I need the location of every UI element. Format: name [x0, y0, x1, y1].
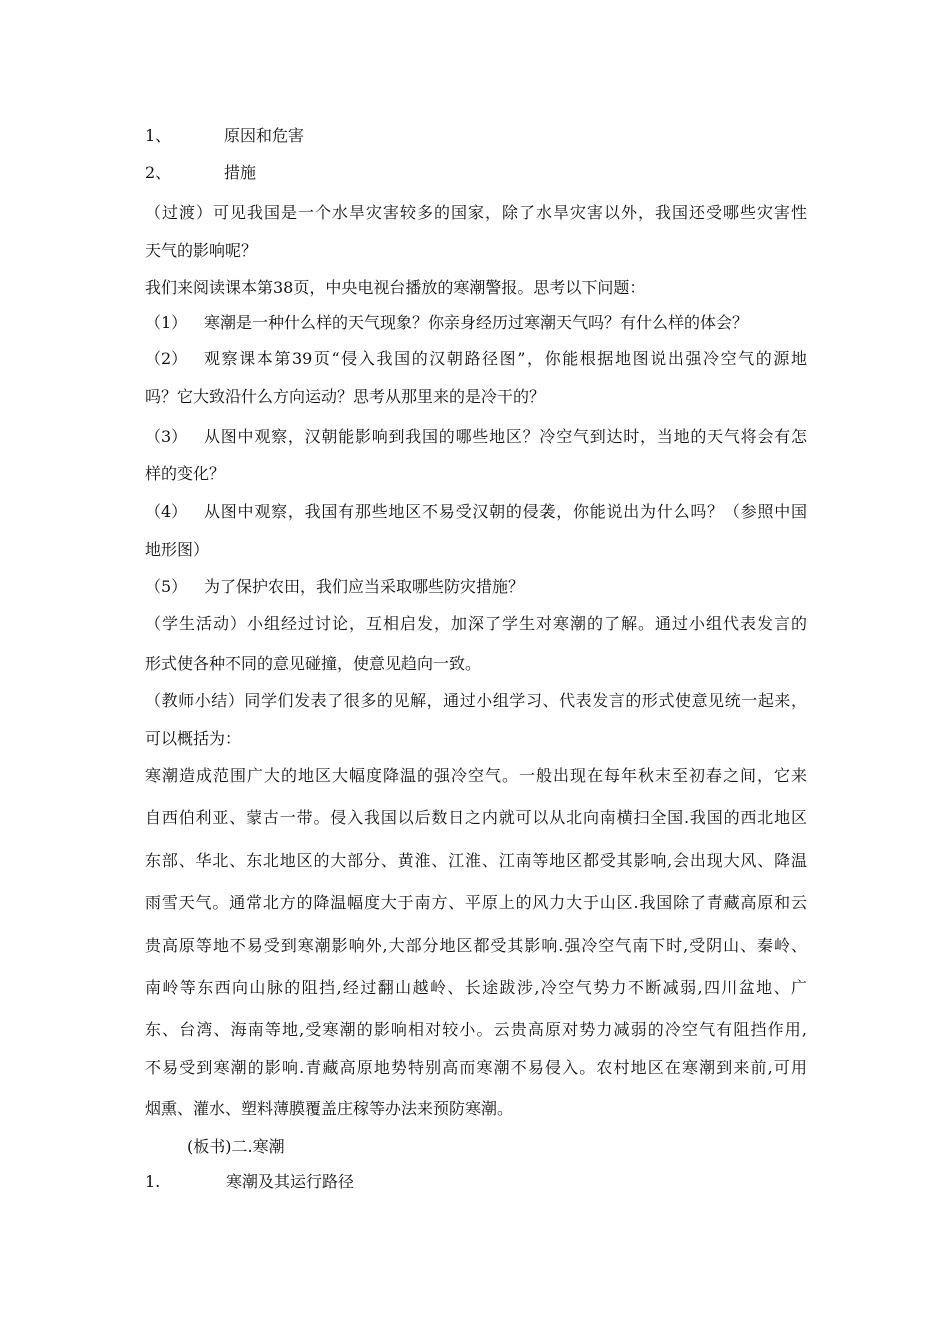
summary-line-1: 寒潮造成范围广大的地区大幅度降温的强冷空气。一般出现在每年秋末至初春之间，它来: [145, 766, 807, 785]
question-4-line-2: 地形图）: [145, 540, 210, 559]
summary-line-4: 雨雪天气。通常北方的降温幅度大于南方、平原上的风力大于山区.我国除了青藏高原和云: [145, 893, 807, 912]
student-activity-line-2: 形式使各种不同的意见碰撞，使意见趋向一致。: [145, 654, 482, 673]
student-activity-line-1: （学生活动）小组经过讨论，互相启发，加深了学生对寒潮的了解。通过小组代表发言的: [145, 614, 807, 633]
question-3-line-2: 样的变化？: [145, 464, 226, 483]
transition-line-2: 天气的影响呢？: [145, 241, 258, 260]
outline-number-2: 2、: [145, 163, 172, 182]
question-2-line-1: 观察课本第39页“侵入我国的汉朝路径图”，你能根据地图说出强冷空气的源地: [204, 349, 807, 368]
question-1-text: 寒潮是一种什么样的天气现象？你亲身经历过寒潮天气吗？有什么样的体会？: [204, 313, 749, 332]
summary-line-8: 不易受到寒潮的影响.青藏高原地势特别高而寒潮不易侵入。农村地区在寒潮到来前,可用: [145, 1058, 807, 1077]
outline-item-measures: 措施: [224, 163, 257, 182]
board-note: (板书)二.寒潮: [187, 1137, 285, 1156]
teacher-summary-line-1: （教师小结）同学们发表了很多的见解，通过小组学习、代表发言的形式使意见统一起来，: [145, 691, 807, 710]
teacher-summary-line-2: 可以概括为：: [145, 729, 242, 748]
summary-line-9: 烟熏、灌水、塑料薄膜覆盖庄稼等办法来预防寒潮。: [145, 1099, 514, 1118]
outline-item-cold-wave-path: 寒潮及其运行路径: [226, 1172, 355, 1191]
question-5-text: 为了保护农田，我们应当采取哪些防灾措施？: [204, 577, 525, 596]
summary-line-3: 东部、华北、东北地区的大部分、黄淮、江淮、江南等地区都受其影响,会出现大风、降温: [145, 851, 807, 870]
outline-number-bottom: 1.: [145, 1172, 161, 1191]
outline-number-1: 1、: [145, 126, 172, 145]
summary-line-7: 东、台湾、海南等地,受寒潮的影响相对较小。云贵高原对势力减弱的冷空气有阻挡作用,: [145, 1020, 807, 1039]
question-3-line-1: 从图中观察，汉朝能影响到我国的哪些地区？冷空气到达时，当地的天气将会有怎: [204, 427, 807, 446]
summary-line-2: 自西伯利亚、蒙古一带。侵入我国以后数日之内就可以从北向南横扫全国.我国的西北地区: [145, 808, 807, 827]
question-2-line-2: 吗？它大致沿什么方向运动？思考从那里来的是冷干的？: [145, 387, 546, 406]
summary-line-6: 南岭等东西向山脉的阻挡,经过翻山越岭、长途跋涉,冷空气势力不断减弱,四川盆地、广: [145, 978, 807, 997]
reading-intro: 我们来阅读课本第38页，中央电视台播放的寒潮警报。思考以下问题：: [145, 278, 646, 297]
transition-line-1: （过渡）可见我国是一个水旱灾害较多的国家，除了水旱灾害以外，我国还受哪些灾害性: [145, 203, 807, 222]
question-number-5: （5）: [145, 577, 188, 596]
question-number-2: （2）: [145, 349, 188, 368]
question-number-1: （1）: [145, 313, 188, 332]
question-4-line-1: 从图中观察，我国有那些地区不易受汉朝的侵袭，你能说出为什么吗？（参照中国: [204, 502, 807, 521]
question-number-4: （4）: [145, 502, 188, 521]
outline-item-causes: 原因和危害: [224, 126, 305, 145]
question-number-3: （3）: [145, 427, 188, 446]
summary-line-5: 贵高原等地不易受到寒潮影响外,大部分地区都受其影响.强冷空气南下时,受阴山、秦岭、: [145, 936, 807, 955]
